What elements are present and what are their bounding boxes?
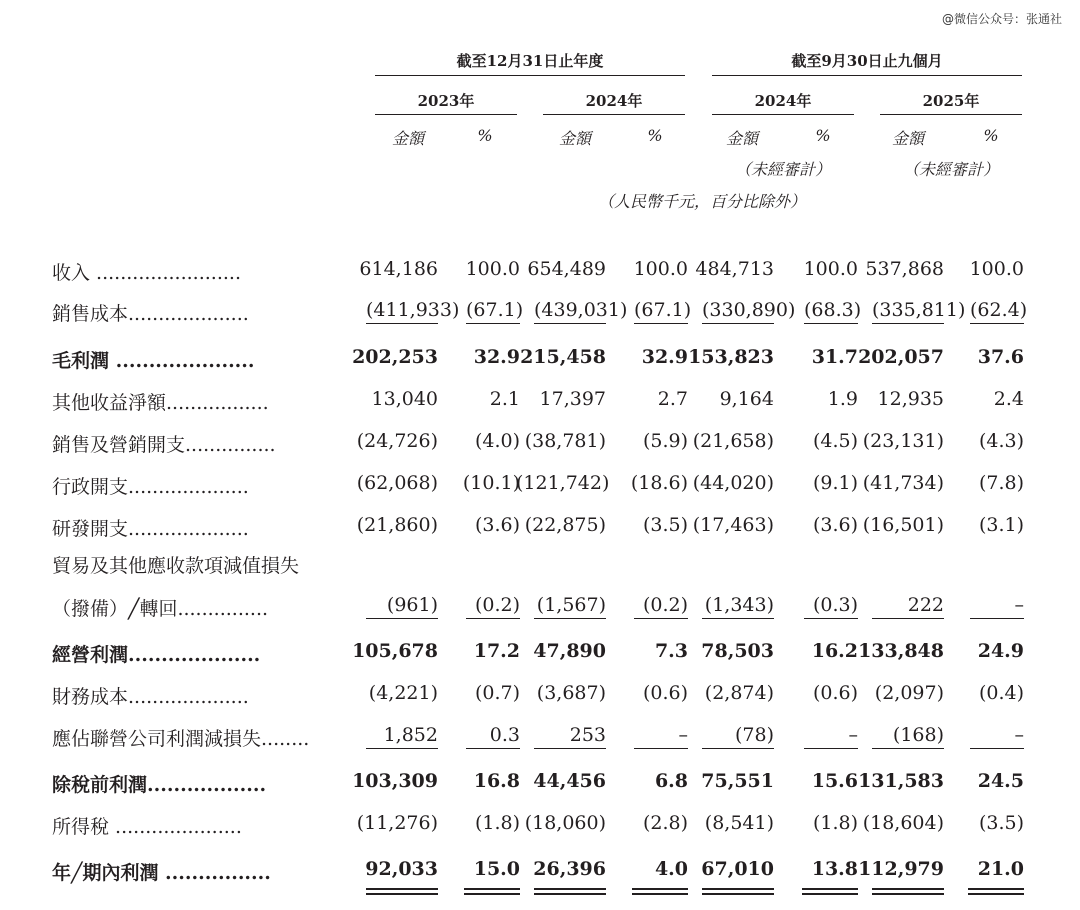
amount-cell: 202,253 xyxy=(352,346,438,368)
double-underline xyxy=(632,888,688,890)
percent-cell: 15.6 xyxy=(811,770,858,792)
double-underline xyxy=(534,888,606,890)
amount-cell: 112,979 xyxy=(858,858,944,880)
header-rule xyxy=(880,114,1022,115)
amount-cell: (1,343) xyxy=(702,594,774,619)
row-label: 財務成本.................... xyxy=(52,686,249,708)
amount-cell: (8,541) xyxy=(704,812,774,834)
amount-cell: 202,057 xyxy=(858,346,944,368)
table-row xyxy=(0,640,1080,674)
table-row xyxy=(0,472,1080,506)
amount-cell: 13,040 xyxy=(371,388,438,410)
percent-cell: (10.1) xyxy=(462,472,520,494)
amount-cell: (2,874) xyxy=(704,682,774,704)
percent-cell: – xyxy=(970,594,1024,619)
percent-cell: (3.1) xyxy=(978,514,1024,536)
amount-cell: 75,551 xyxy=(701,770,774,792)
amount-cell: (41,734) xyxy=(862,472,944,494)
double-underline xyxy=(702,893,774,895)
amount-cell: (44,020) xyxy=(692,472,774,494)
amount-header: 金額 xyxy=(891,129,924,148)
row-label: 收入 ........................ xyxy=(52,262,241,284)
row-label: 銷售成本.................... xyxy=(52,303,249,325)
amount-cell: 47,890 xyxy=(533,640,606,662)
row-label: 除稅前利潤.................. xyxy=(52,774,267,796)
amount-cell: (168) xyxy=(872,724,944,749)
amount-cell: (121,742) xyxy=(516,472,610,494)
percent-cell: (0.2) xyxy=(466,594,520,619)
percent-cell: 1.9 xyxy=(827,388,858,410)
row-label: 年╱期內利潤 ................ xyxy=(52,862,271,884)
amount-cell: (21,860) xyxy=(356,514,438,536)
percent-cell: (0.7) xyxy=(474,682,520,704)
percent-cell: (9.1) xyxy=(812,472,858,494)
amount-cell: (961) xyxy=(366,594,438,619)
table-row xyxy=(0,812,1080,846)
amount-cell: 105,678 xyxy=(352,640,438,662)
amount-cell: 67,010 xyxy=(701,858,774,880)
amount-cell: (18,060) xyxy=(524,812,606,834)
amount-cell: (2,097) xyxy=(874,682,944,704)
percent-cell: 24.9 xyxy=(977,640,1024,662)
amount-cell: (23,131) xyxy=(862,430,944,452)
percent-cell: (5.9) xyxy=(642,430,688,452)
percent-cell: (67.1) xyxy=(634,299,688,324)
double-underline xyxy=(968,888,1024,890)
amount-cell: (24,726) xyxy=(356,430,438,452)
header-year-2023: 2023年 xyxy=(417,92,475,110)
percent-cell: – xyxy=(970,724,1024,749)
amount-cell: 17,397 xyxy=(539,388,606,410)
percent-cell: 4.0 xyxy=(654,858,688,880)
amount-cell: 614,186 xyxy=(359,258,438,280)
amount-cell: 44,456 xyxy=(533,770,606,792)
row-label: 銷售及營銷開支............... xyxy=(52,434,276,456)
table-row xyxy=(0,770,1080,804)
percent-cell: 13.8 xyxy=(811,858,858,880)
amount-cell: (3,687) xyxy=(536,682,606,704)
row-label: 貿易及其他應收款項減值損失 xyxy=(52,555,300,577)
percent-cell: 16.8 xyxy=(473,770,520,792)
amount-cell: 1,852 xyxy=(366,724,438,749)
header-rule xyxy=(712,75,1022,76)
header-group-nine-months: 截至9月30日止九個月 xyxy=(791,52,943,70)
amount-cell: (335,811) xyxy=(872,299,944,324)
percent-cell: 16.2 xyxy=(811,640,858,662)
percent-cell: 7.3 xyxy=(654,640,688,662)
percent-cell: 2.4 xyxy=(993,388,1024,410)
amount-cell: 153,823 xyxy=(688,346,774,368)
double-underline xyxy=(534,893,606,895)
table-row xyxy=(0,724,1080,758)
percent-cell: 100.0 xyxy=(633,258,688,280)
percent-cell: (18.6) xyxy=(630,472,688,494)
percent-cell: 21.0 xyxy=(977,858,1024,880)
percent-cell: (2.8) xyxy=(642,812,688,834)
percent-cell: (3.5) xyxy=(642,514,688,536)
unaudited-note: （未經審計） xyxy=(734,160,831,179)
double-underline xyxy=(968,893,1024,895)
amount-header: 金額 xyxy=(725,129,758,148)
table-row xyxy=(0,388,1080,422)
double-underline xyxy=(464,888,520,890)
table-row xyxy=(0,682,1080,716)
table-row xyxy=(0,430,1080,464)
percent-cell: 100.0 xyxy=(969,258,1024,280)
amount-cell: 12,935 xyxy=(877,388,944,410)
percent-cell: 2.1 xyxy=(489,388,520,410)
percent-cell: 17.2 xyxy=(473,640,520,662)
header-rule xyxy=(712,114,854,115)
row-label: 所得稅 ..................... xyxy=(52,816,242,838)
amount-cell: (18,604) xyxy=(862,812,944,834)
amount-cell: (439,031) xyxy=(534,299,606,324)
double-underline xyxy=(366,888,438,890)
percent-cell: (7.8) xyxy=(978,472,1024,494)
percent-cell: (3.6) xyxy=(474,514,520,536)
percent-cell: 6.8 xyxy=(654,770,688,792)
table-row xyxy=(0,346,1080,380)
percent-header: % xyxy=(815,126,831,145)
amount-cell: (22,875) xyxy=(524,514,606,536)
table-row xyxy=(0,858,1080,892)
amount-cell: (21,658) xyxy=(692,430,774,452)
amount-cell: 484,713 xyxy=(695,258,774,280)
row-label: 其他收益淨額................. xyxy=(52,392,269,414)
amount-cell: (4,221) xyxy=(368,682,438,704)
percent-cell: (4.3) xyxy=(978,430,1024,452)
amount-cell: (17,463) xyxy=(692,514,774,536)
header-rule xyxy=(375,114,517,115)
percent-cell: – xyxy=(804,724,858,749)
amount-cell: 537,868 xyxy=(865,258,944,280)
percent-cell: 32.9 xyxy=(641,346,688,368)
percent-cell: 100.0 xyxy=(803,258,858,280)
amount-cell: 222 xyxy=(872,594,944,619)
percent-cell: 37.6 xyxy=(977,346,1024,368)
percent-cell: – xyxy=(634,724,688,749)
percent-cell: (1.8) xyxy=(474,812,520,834)
row-label: 行政開支.................... xyxy=(52,476,249,498)
amount-cell: (330,890) xyxy=(702,299,774,324)
amount-cell: 131,583 xyxy=(858,770,944,792)
percent-header: % xyxy=(647,126,663,145)
unit-note: （人民幣千元，百分比除外） xyxy=(598,192,807,211)
amount-cell: (411,933) xyxy=(366,299,438,324)
amount-cell: 133,848 xyxy=(858,640,944,662)
double-underline xyxy=(872,888,944,890)
percent-header: % xyxy=(983,126,999,145)
percent-cell: 2.7 xyxy=(657,388,688,410)
percent-cell: (3.6) xyxy=(812,514,858,536)
amount-cell: 654,489 xyxy=(527,258,606,280)
amount-cell: (16,501) xyxy=(862,514,944,536)
percent-cell: (0.4) xyxy=(978,682,1024,704)
header-group-fiscal-year: 截至12月31日止年度 xyxy=(456,52,604,70)
amount-header: 金額 xyxy=(391,129,424,148)
header-rule xyxy=(375,75,685,76)
row-label: 經營利潤.................... xyxy=(52,644,261,666)
amount-cell: (78) xyxy=(702,724,774,749)
row-label: 研發開支.................... xyxy=(52,518,249,540)
row-label: 應佔聯營公司利潤減損失........ xyxy=(52,728,310,750)
percent-cell: (4.5) xyxy=(812,430,858,452)
amount-cell: (11,276) xyxy=(356,812,438,834)
table-row xyxy=(0,258,1080,292)
header-year-2025: 2025年 xyxy=(922,92,980,110)
amount-cell: (38,781) xyxy=(524,430,606,452)
amount-cell: (62,068) xyxy=(356,472,438,494)
header-year-2024-nine-months: 2024年 xyxy=(754,92,812,110)
percent-cell: (0.6) xyxy=(642,682,688,704)
percent-cell: (3.5) xyxy=(978,812,1024,834)
header-rule xyxy=(543,114,685,115)
amount-cell: (1,567) xyxy=(534,594,606,619)
table-row xyxy=(0,551,1080,585)
amount-cell: 9,164 xyxy=(719,388,774,410)
percent-cell: 31.7 xyxy=(811,346,858,368)
amount-cell: 103,309 xyxy=(352,770,438,792)
amount-cell: 78,503 xyxy=(701,640,774,662)
percent-cell: (67.1) xyxy=(466,299,520,324)
percent-cell: (62.4) xyxy=(970,299,1024,324)
table-row xyxy=(0,514,1080,548)
percent-cell: (4.0) xyxy=(474,430,520,452)
percent-cell: (68.3) xyxy=(804,299,858,324)
amount-cell: 26,396 xyxy=(533,858,606,880)
double-underline xyxy=(632,893,688,895)
row-label: 毛利潤 ..................... xyxy=(52,350,255,372)
row-label: （撥備）╱轉回............... xyxy=(52,598,269,620)
percent-cell: 32.9 xyxy=(473,346,520,368)
amount-header: 金額 xyxy=(558,129,591,148)
table-row xyxy=(0,594,1080,628)
percent-header: % xyxy=(477,126,493,145)
double-underline xyxy=(802,888,858,890)
table-row xyxy=(0,299,1080,333)
percent-cell: (0.6) xyxy=(812,682,858,704)
percent-cell: 15.0 xyxy=(473,858,520,880)
amount-cell: 215,458 xyxy=(520,346,606,368)
double-underline xyxy=(464,893,520,895)
percent-cell: 0.3 xyxy=(466,724,520,749)
double-underline xyxy=(702,888,774,890)
percent-cell: 24.5 xyxy=(977,770,1024,792)
double-underline xyxy=(872,893,944,895)
watermark: @微信公众号：张通社 xyxy=(941,12,1062,26)
percent-cell: (0.3) xyxy=(804,594,858,619)
amount-cell: 253 xyxy=(534,724,606,749)
percent-cell: (1.8) xyxy=(812,812,858,834)
percent-cell: 100.0 xyxy=(465,258,520,280)
double-underline xyxy=(802,893,858,895)
header-year-2024: 2024年 xyxy=(585,92,643,110)
amount-cell: 92,033 xyxy=(365,858,438,880)
double-underline xyxy=(366,893,438,895)
percent-cell: (0.2) xyxy=(634,594,688,619)
unaudited-note: （未經審計） xyxy=(902,160,999,179)
